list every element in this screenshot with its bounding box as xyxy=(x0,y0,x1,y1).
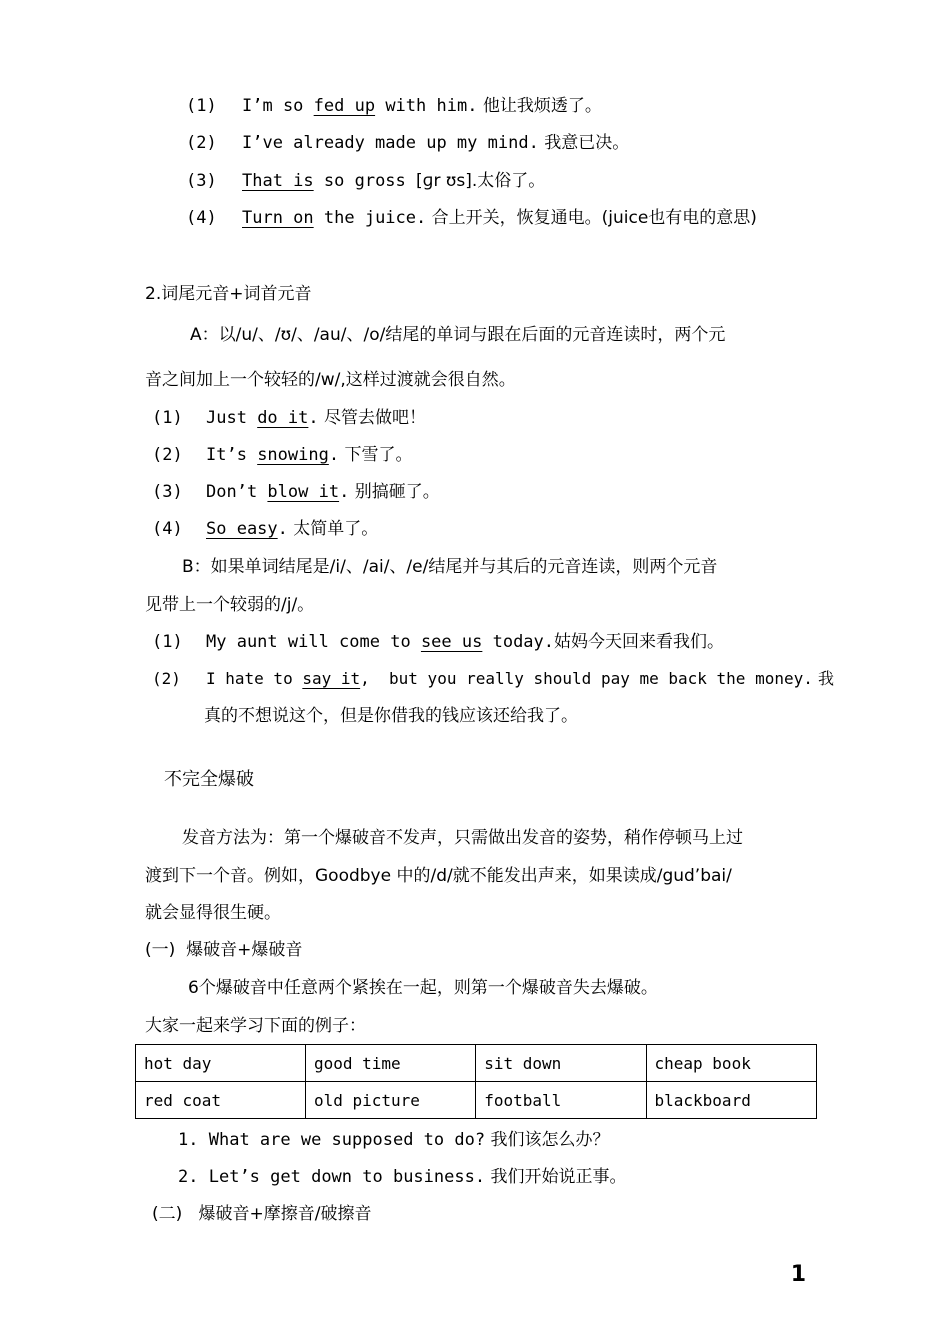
underlined-phrase: So easy xyxy=(206,519,278,539)
rule-a-text: 音之间加上一个较轻的/w/,这样过渡就会很自然。 xyxy=(145,370,516,390)
translation: 下雪了。 xyxy=(339,445,413,465)
example-line xyxy=(152,406,426,430)
subsection-title: (一) 爆破音+爆破音 xyxy=(145,940,303,960)
translation: 太俗了。 xyxy=(477,171,546,191)
translation: 姑妈今天回来看我们。 xyxy=(554,632,725,652)
translation: 我 xyxy=(812,669,834,688)
sentence-line xyxy=(178,1165,626,1189)
section-title: 2.词尾元音+词首元音 xyxy=(145,284,312,304)
subsection-title: (二) 爆破音+摩擦音/破擦音 xyxy=(152,1204,372,1224)
example-number: (4) xyxy=(186,208,217,228)
example-text: today. xyxy=(482,632,555,652)
translation: 太简单了。 xyxy=(287,519,379,539)
translation: 真的不想说这个，但是你借我的钱应该还给我了。 xyxy=(204,706,578,726)
translation: 别搞砸了。 xyxy=(349,482,440,502)
example-line xyxy=(152,517,378,541)
example-text: . xyxy=(339,482,350,502)
example-table xyxy=(135,1044,817,1119)
section-title: 不完全爆破 xyxy=(164,769,254,790)
translation: 我们开始说正事。 xyxy=(485,1167,627,1187)
example-number: (2) xyxy=(186,133,217,153)
example-text: I’m so xyxy=(242,96,314,116)
table-row xyxy=(136,1082,817,1119)
underlined-phrase: say it xyxy=(302,669,361,688)
rule-b-text: B：如果单词结尾是/i/、/ai/、/e/结尾并与其后的元音连读，则两个元音 xyxy=(182,557,718,577)
translation: 合上开关，恢复通电。(juice也有电的意思) xyxy=(426,208,757,228)
example-line xyxy=(152,443,413,467)
example-line xyxy=(186,206,757,230)
example-line xyxy=(186,131,629,155)
example-text: Don’t xyxy=(206,482,268,502)
underlined-phrase: do it xyxy=(257,408,309,428)
example-line xyxy=(152,630,724,654)
underlined-phrase: blow it xyxy=(267,482,340,502)
table-row xyxy=(136,1045,817,1082)
table-cell: football xyxy=(476,1082,646,1119)
rule-a-text: A：以/u/、/ʊ/、/au/、/o/结尾的单词与跟在后面的元音连读时，两个元 xyxy=(190,325,726,345)
table-cell: good time xyxy=(305,1045,475,1082)
example-text: My aunt will come to xyxy=(206,632,421,652)
example-text: . xyxy=(328,445,340,465)
example-number: (1) xyxy=(186,96,217,116)
example-text: the juice. xyxy=(313,208,427,228)
page-number: 1 xyxy=(790,1262,806,1287)
table-cell: blackboard xyxy=(646,1082,817,1119)
subsection-lead: 大家一起来学习下面的例子： xyxy=(145,1016,366,1036)
translation: 尽管去做吧！ xyxy=(318,408,427,428)
example-text: I’ve already made up my mind. xyxy=(242,133,539,153)
example-number: (1) xyxy=(152,408,183,428)
example-line xyxy=(152,480,440,504)
example-text: , but you really should pay me back the money. xyxy=(360,669,813,688)
example-text: I hate to xyxy=(206,669,303,688)
paragraph-line: 渡到下一个音。例如，Goodbye 中的/d/就不能发出声来，如果读成/gud’bai/ xyxy=(145,866,732,886)
sentence-text: Let’s get down to business. xyxy=(208,1167,486,1187)
sentence-line xyxy=(178,1128,609,1152)
example-line xyxy=(186,94,602,118)
underlined-phrase: see us xyxy=(420,632,483,652)
table-cell: hot day xyxy=(136,1045,306,1082)
example-text: It’s xyxy=(206,445,258,465)
example-number: (1) xyxy=(152,632,183,652)
example-number: (2) xyxy=(152,669,181,688)
example-text: so gross xyxy=(313,171,417,191)
example-line xyxy=(186,169,545,193)
example-number: (4) xyxy=(152,519,183,539)
table-cell: old picture xyxy=(305,1082,475,1119)
paragraph-line: 发音方法为：第一个爆破音不发声，只需做出发音的姿势，稍作停顿马上过 xyxy=(182,828,743,848)
sentence-number: 1. xyxy=(178,1130,199,1150)
underlined-phrase: snowing xyxy=(257,445,329,465)
underlined-phrase: Turn on xyxy=(242,208,314,228)
table-cell: sit down xyxy=(476,1045,646,1082)
translation: 他让我烦透了。 xyxy=(477,96,602,116)
ipa-transcription: [ɡr ʊs]. xyxy=(416,171,478,191)
translation: 我意已决。 xyxy=(538,133,630,153)
example-number: (3) xyxy=(186,171,217,191)
example-text: Just xyxy=(206,408,258,428)
table-cell: red coat xyxy=(136,1082,306,1119)
example-number: (3) xyxy=(152,482,183,502)
example-line xyxy=(152,667,834,691)
paragraph-line: 就会显得很生硬。 xyxy=(145,903,281,923)
table-cell: cheap book xyxy=(646,1045,817,1082)
example-text: . xyxy=(277,519,288,539)
sentence-number: 2. xyxy=(178,1167,199,1187)
underlined-phrase: That is xyxy=(242,171,314,191)
sentence-text: What are we supposed to do? xyxy=(208,1130,486,1150)
example-text: . xyxy=(308,408,319,428)
example-number: (2) xyxy=(152,445,183,465)
rule-b-text: 见带上一个较弱的/j/。 xyxy=(145,595,315,615)
example-text: with him. xyxy=(375,96,478,116)
subsection-desc: 6个爆破音中任意两个紧挨在一起，则第一个爆破音失去爆破。 xyxy=(188,978,658,998)
underlined-phrase: fed up xyxy=(313,96,376,116)
translation: 我们该怎么办？ xyxy=(485,1130,610,1150)
